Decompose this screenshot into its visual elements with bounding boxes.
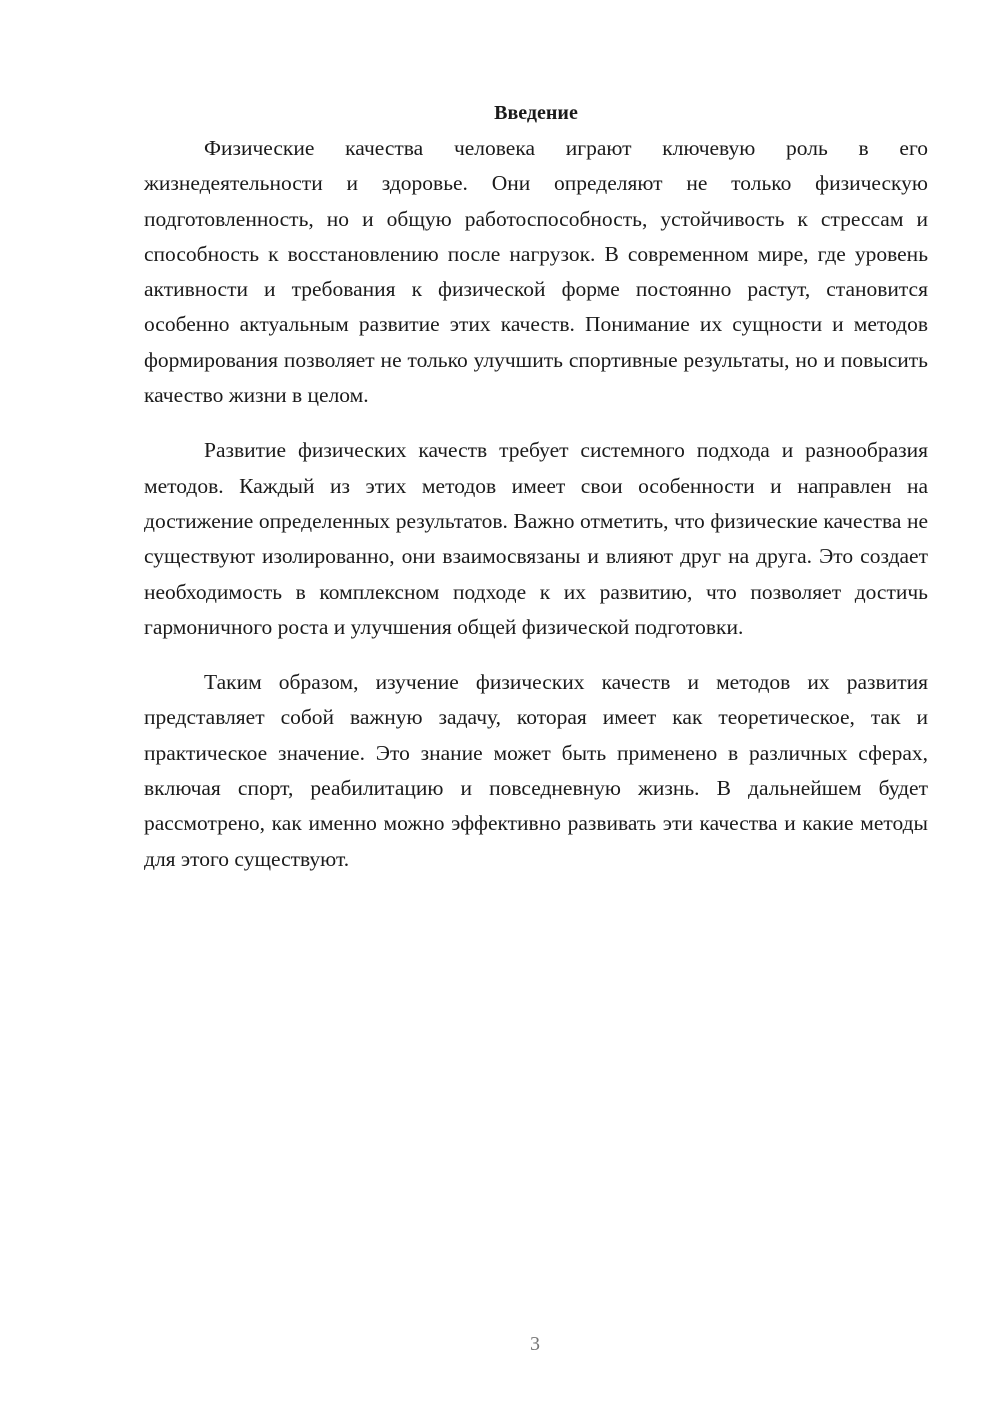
page-content [144, 96, 928, 877]
paragraph-2: Развитие физических качеств требует системного подхода и разнообразия методов. Каждый из этих методов имеет свои особенности и направлен на достижение определенных результатов. Важно отметить, что физические качества не существуют изолированно, они взаимосвязаны и влияют друг на друга. Это создает необходимость в комплексном подходе к их развитию, что позволяет достичь гармоничного роста и улучшения общей физической подготовки. [144, 438, 928, 639]
page-number: 3 [530, 1333, 540, 1355]
paragraph-3: Таким образом, изучение физических качеств и методов их развития представляет собой важную задачу, которая имеет как теоретическое, так и практическое значение. Это знание может быть применено в различных сферах, включая спорт, реабилитацию и повседневную жизнь. В дальнейшем будет рассмотрено, как именно можно эффективно развивать эти качества и какие методы для этого существуют. [144, 670, 928, 871]
section-title: Введение [494, 102, 578, 124]
paragraph-1: Физические качества человека играют ключевую роль в его жизнедеятельности и здоровье. Они определяют не только физическую подготовленность, но и общую работоспособность, устойчивость к стрессам и способность к восстановлению после нагрузок. В современном мире, где уровень активности и требования к физической форме постоянно растут, становится особенно актуальным развитие этих качеств. Понимание их сущности и методов формирования позволяет не только улучшить спортивные результаты, но и повысить качество жизни в целом. [144, 136, 928, 408]
